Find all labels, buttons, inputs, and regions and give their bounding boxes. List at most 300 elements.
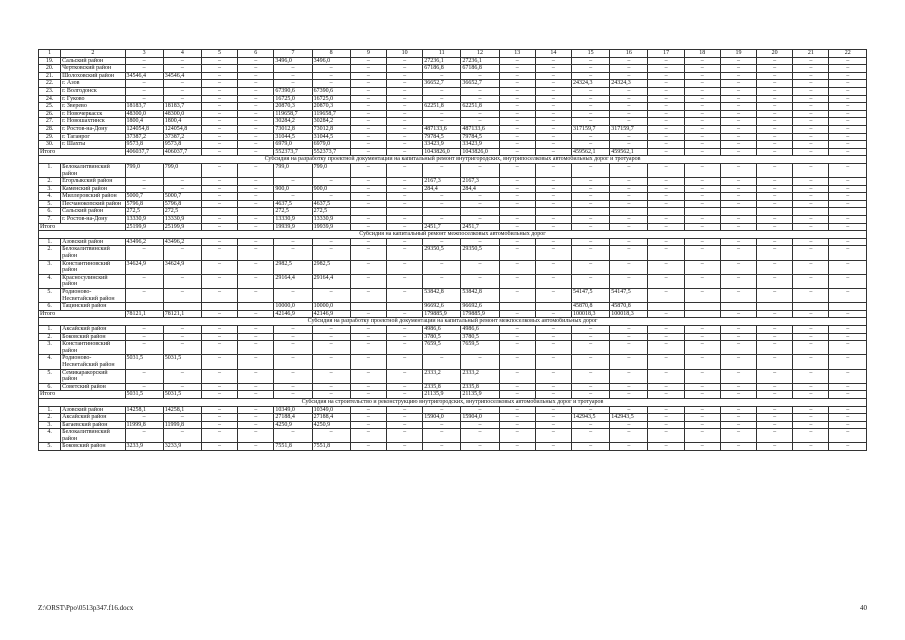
table-cell: – <box>572 141 610 149</box>
table-cell: – <box>201 65 237 73</box>
table-cell: – <box>610 118 648 126</box>
table-cell: – <box>720 65 756 73</box>
table-cell: – <box>386 369 422 383</box>
table-cell <box>386 303 422 311</box>
table-cell: – <box>350 118 386 126</box>
municipality-name: г. Ростов-на-Дону <box>61 216 125 224</box>
table-cell: – <box>793 216 829 224</box>
section-heading-row <box>39 318 867 326</box>
column-number-cell: 7 <box>274 50 312 58</box>
table-cell: – <box>499 200 535 208</box>
table-cell: 78121,1 <box>163 310 201 318</box>
table-cell: – <box>386 72 422 80</box>
table-cell: – <box>720 289 756 303</box>
table-cell: – <box>572 103 610 111</box>
table-cell: – <box>572 65 610 73</box>
table-cell: 799,0 <box>125 163 163 177</box>
table-cell: – <box>572 200 610 208</box>
table-cell: – <box>648 65 684 73</box>
table-cell: – <box>386 87 422 95</box>
table-cell: – <box>572 246 610 260</box>
table-cell: – <box>125 57 163 65</box>
table-cell: 5796,8 <box>163 200 201 208</box>
table-cell: – <box>720 391 756 399</box>
table-cell: – <box>125 80 163 88</box>
table-cell: – <box>757 95 793 103</box>
table-cell: – <box>125 333 163 341</box>
table-cell: 2335,8 <box>461 383 499 391</box>
table-row <box>39 57 867 65</box>
municipality-name: г. Ростов-на-Дону <box>61 125 125 133</box>
table-cell: – <box>829 95 867 103</box>
municipality-name: Азовский район <box>61 238 125 246</box>
table-cell: – <box>312 193 350 201</box>
table-cell: – <box>757 325 793 333</box>
table-cell: – <box>201 406 237 414</box>
table-cell: – <box>499 406 535 414</box>
table-row <box>39 72 867 80</box>
table-cell: 11999,8 <box>163 421 201 429</box>
table-cell: 27236,1 <box>423 57 461 65</box>
table-cell: – <box>793 421 829 429</box>
table-cell: – <box>350 57 386 65</box>
table-cell: – <box>535 274 571 288</box>
table-cell: 799,0 <box>163 163 201 177</box>
table-cell: 3496,0 <box>274 57 312 65</box>
table-cell: – <box>648 341 684 355</box>
table-cell: 900,0 <box>274 185 312 193</box>
table-cell: – <box>535 110 571 118</box>
table-cell: – <box>238 125 274 133</box>
table-cell: – <box>684 65 720 73</box>
table-cell: 78121,1 <box>125 310 163 318</box>
table-cell: – <box>163 274 201 288</box>
table-cell: – <box>572 133 610 141</box>
table-cell: – <box>648 238 684 246</box>
table-cell: – <box>386 274 422 288</box>
table-cell: – <box>423 193 461 201</box>
table-cell: – <box>793 414 829 422</box>
table-cell: 33423,9 <box>423 141 461 149</box>
table-cell: – <box>535 414 571 422</box>
table-cell: – <box>720 421 756 429</box>
table-cell: – <box>201 260 237 274</box>
table-cell: 4986,6 <box>461 325 499 333</box>
table-cell: 1800,4 <box>163 118 201 126</box>
table-cell: – <box>720 260 756 274</box>
table-cell: – <box>423 95 461 103</box>
table-cell: – <box>793 118 829 126</box>
table-cell <box>829 303 867 311</box>
table-cell: – <box>350 163 386 177</box>
table-cell: 119658,7 <box>312 110 350 118</box>
table-cell: – <box>201 200 237 208</box>
table-row <box>39 103 867 111</box>
table-cell: – <box>757 65 793 73</box>
row-number: 27. <box>39 118 61 126</box>
table-cell <box>386 208 422 216</box>
table-cell: – <box>757 429 793 443</box>
column-number-cell: 8 <box>312 50 350 58</box>
table-cell: 79784,5 <box>423 133 461 141</box>
table-cell: – <box>757 260 793 274</box>
row-number: 28. <box>39 125 61 133</box>
table-cell: 7551,8 <box>274 443 312 451</box>
table-cell: – <box>461 72 499 80</box>
table-row <box>39 110 867 118</box>
table-cell: – <box>201 95 237 103</box>
municipality-name: Родионово-Несветайский район <box>61 289 125 303</box>
table-cell: – <box>757 341 793 355</box>
table-cell: – <box>648 103 684 111</box>
row-number: 5. <box>39 200 61 208</box>
table-cell: – <box>829 369 867 383</box>
table-cell: – <box>499 141 535 149</box>
table-cell: 552373,7 <box>312 148 350 156</box>
table-row <box>39 125 867 133</box>
table-cell: – <box>535 163 571 177</box>
table-cell: – <box>610 341 648 355</box>
table-cell: – <box>684 185 720 193</box>
table-cell: – <box>684 125 720 133</box>
table-cell: – <box>423 72 461 80</box>
column-number-cell: 5 <box>201 50 237 58</box>
table-cell: – <box>684 414 720 422</box>
table-cell: – <box>648 391 684 399</box>
table-cell: – <box>793 238 829 246</box>
table-cell: – <box>238 72 274 80</box>
municipality-name: Каменский район <box>61 185 125 193</box>
table-cell: – <box>350 110 386 118</box>
table-cell: – <box>720 443 756 451</box>
table-cell: – <box>757 193 793 201</box>
table-cell: – <box>648 414 684 422</box>
table-cell: – <box>793 289 829 303</box>
table-cell: 21135,9 <box>461 391 499 399</box>
table-cell: – <box>386 178 422 186</box>
table-cell: – <box>793 80 829 88</box>
table-cell <box>648 208 684 216</box>
table-cell: – <box>757 148 793 156</box>
table-row <box>39 238 867 246</box>
table-cell: – <box>684 289 720 303</box>
table-cell: – <box>499 118 535 126</box>
column-number-row <box>39 50 867 58</box>
table-cell: 272,5 <box>125 208 163 216</box>
table-cell: – <box>535 333 571 341</box>
table-cell: – <box>572 238 610 246</box>
table-cell: – <box>720 341 756 355</box>
table-cell: – <box>163 65 201 73</box>
table-cell: – <box>720 325 756 333</box>
table-cell: – <box>350 421 386 429</box>
table-cell: – <box>610 193 648 201</box>
table-cell: – <box>163 246 201 260</box>
table-cell: – <box>720 95 756 103</box>
table-cell: – <box>572 223 610 231</box>
table-row <box>39 216 867 224</box>
table-cell: – <box>648 355 684 369</box>
table-row <box>39 141 867 149</box>
table-cell: – <box>720 369 756 383</box>
section-heading: Субсидия на строительство и реконструкцию внутригородских, внутрипоселковых автомобильных дорог и тротуаров <box>39 398 867 406</box>
table-cell: – <box>684 274 720 288</box>
table-cell: – <box>829 274 867 288</box>
table-cell: – <box>386 391 422 399</box>
table-cell: 100018,3 <box>572 310 610 318</box>
table-cell <box>201 303 237 311</box>
table-cell: – <box>350 141 386 149</box>
table-cell: – <box>125 274 163 288</box>
table-cell: – <box>238 369 274 383</box>
table-cell: 5000,7 <box>163 193 201 201</box>
table-cell: – <box>350 260 386 274</box>
table-cell: – <box>238 193 274 201</box>
row-number: 6. <box>39 383 61 391</box>
row-number: 6. <box>39 303 61 311</box>
table-cell: 48300,0 <box>163 110 201 118</box>
table-cell: – <box>535 148 571 156</box>
table-cell: – <box>499 148 535 156</box>
section-heading: Субсидия на разработку проектной документации на капитальный ремонт межпоселковых автомобильных дорог <box>39 318 867 326</box>
table-cell: 13330,9 <box>274 216 312 224</box>
table-cell: – <box>499 87 535 95</box>
table-cell: – <box>572 443 610 451</box>
table-cell: – <box>350 238 386 246</box>
table-cell: 3233,9 <box>163 443 201 451</box>
table-cell: – <box>499 421 535 429</box>
table-cell: – <box>125 325 163 333</box>
table-cell: 18183,7 <box>125 103 163 111</box>
table-cell: 73012,8 <box>312 125 350 133</box>
table-cell: – <box>125 383 163 391</box>
table-cell: 67390,6 <box>274 87 312 95</box>
table-cell: – <box>535 310 571 318</box>
table-cell: – <box>386 310 422 318</box>
table-cell: – <box>386 260 422 274</box>
section-heading-row <box>39 156 867 164</box>
table-cell: – <box>757 185 793 193</box>
table-cell: 13330,9 <box>163 216 201 224</box>
table-cell: – <box>499 223 535 231</box>
table-cell: – <box>274 355 312 369</box>
table-cell: 43496,2 <box>163 238 201 246</box>
table-cell: 5000,7 <box>125 193 163 201</box>
table-cell: – <box>829 414 867 422</box>
table-row <box>39 133 867 141</box>
table-cell: – <box>610 163 648 177</box>
table-cell: – <box>238 274 274 288</box>
table-cell: 25199,9 <box>125 223 163 231</box>
row-number: 4. <box>39 193 61 201</box>
table-cell: – <box>238 289 274 303</box>
table-cell: – <box>720 148 756 156</box>
table-cell: – <box>829 65 867 73</box>
table-cell: 2167,3 <box>461 178 499 186</box>
table-cell: – <box>535 95 571 103</box>
total-label: Итого <box>39 310 126 318</box>
table-row <box>39 341 867 355</box>
table-cell <box>125 303 163 311</box>
table-cell: – <box>461 429 499 443</box>
row-number: 3. <box>39 421 61 429</box>
table-cell: 29350,5 <box>423 246 461 260</box>
table-cell: – <box>201 87 237 95</box>
column-number-cell: 3 <box>125 50 163 58</box>
table-cell: – <box>572 163 610 177</box>
table-cell: – <box>535 429 571 443</box>
table-cell: – <box>201 148 237 156</box>
table-cell: – <box>793 355 829 369</box>
table-cell: – <box>423 443 461 451</box>
row-number: 29. <box>39 133 61 141</box>
table-cell: – <box>386 238 422 246</box>
table-cell: – <box>757 72 793 80</box>
table-cell: 21135,9 <box>423 391 461 399</box>
table-cell: – <box>610 185 648 193</box>
table-cell: 42146,9 <box>312 310 350 318</box>
table-cell <box>610 208 648 216</box>
column-number-cell: 20 <box>757 50 793 58</box>
table-row <box>39 383 867 391</box>
table-cell: – <box>350 193 386 201</box>
table-cell: 4637,5 <box>312 200 350 208</box>
table-cell: – <box>274 429 312 443</box>
table-cell: – <box>535 406 571 414</box>
table-cell: – <box>610 443 648 451</box>
table-cell: 67186,8 <box>423 65 461 73</box>
table-cell: – <box>238 200 274 208</box>
table-cell: 3233,9 <box>125 443 163 451</box>
table-cell: – <box>793 223 829 231</box>
row-number: 26. <box>39 110 61 118</box>
table-cell: 34546,4 <box>163 72 201 80</box>
table-cell: – <box>572 325 610 333</box>
municipality-name: г. Новошахтинск <box>61 118 125 126</box>
table-cell: – <box>386 406 422 414</box>
table-cell: – <box>829 193 867 201</box>
table-cell: – <box>238 406 274 414</box>
table-cell: – <box>274 238 312 246</box>
table-cell <box>720 208 756 216</box>
table-cell: – <box>423 216 461 224</box>
table-cell: – <box>829 333 867 341</box>
table-cell: – <box>757 200 793 208</box>
column-number-cell: 17 <box>648 50 684 58</box>
table-cell: – <box>201 289 237 303</box>
table-cell: – <box>423 429 461 443</box>
table-row <box>39 185 867 193</box>
table-cell: – <box>238 178 274 186</box>
table-cell: – <box>720 355 756 369</box>
table-cell: – <box>386 325 422 333</box>
table-cell: – <box>238 65 274 73</box>
table-cell: 43496,2 <box>125 238 163 246</box>
table-cell: – <box>386 289 422 303</box>
table-cell: – <box>461 87 499 95</box>
column-number-cell: 13 <box>499 50 535 58</box>
municipality-name: Советский район <box>61 383 125 391</box>
table-cell: – <box>793 193 829 201</box>
table-cell: – <box>793 260 829 274</box>
table-cell: – <box>423 355 461 369</box>
table-cell: – <box>829 383 867 391</box>
table-cell: – <box>163 289 201 303</box>
row-number: 3. <box>39 260 61 274</box>
table-cell: – <box>829 80 867 88</box>
table-cell: – <box>684 141 720 149</box>
table-cell: – <box>499 289 535 303</box>
table-cell: – <box>829 260 867 274</box>
table-cell: – <box>793 163 829 177</box>
table-cell: 119658,7 <box>274 110 312 118</box>
table-cell: – <box>499 443 535 451</box>
municipality-name: Боковский район <box>61 333 125 341</box>
table-cell: – <box>312 72 350 80</box>
table-cell: – <box>829 216 867 224</box>
table-row <box>39 369 867 383</box>
table-cell: – <box>610 406 648 414</box>
table-cell: – <box>648 95 684 103</box>
section-heading: Субсидия на капитальный ремонт межпоселковых автомобильных дорог <box>39 231 867 239</box>
municipality-name: Константиновский район <box>61 260 125 274</box>
column-number-cell: 15 <box>572 50 610 58</box>
table-cell: – <box>201 103 237 111</box>
table-cell: – <box>610 260 648 274</box>
table-cell: – <box>793 178 829 186</box>
table-cell: – <box>757 383 793 391</box>
table-cell <box>757 208 793 216</box>
table-cell: – <box>423 238 461 246</box>
table-cell: – <box>684 369 720 383</box>
table-cell: – <box>312 289 350 303</box>
table-cell: – <box>461 193 499 201</box>
table-cell: – <box>535 65 571 73</box>
table-cell: – <box>238 118 274 126</box>
table-cell: – <box>274 369 312 383</box>
table-cell: 24324,3 <box>610 80 648 88</box>
table-cell: – <box>720 333 756 341</box>
table-cell: – <box>684 216 720 224</box>
table-cell: – <box>793 133 829 141</box>
table-cell: – <box>720 238 756 246</box>
table-cell: – <box>648 148 684 156</box>
table-cell: – <box>499 238 535 246</box>
table-cell <box>499 208 535 216</box>
table-cell <box>350 208 386 216</box>
table-row <box>39 87 867 95</box>
table-cell: 2167,3 <box>423 178 461 186</box>
table-cell: 18183,7 <box>163 103 201 111</box>
table-cell: – <box>720 103 756 111</box>
table-cell: – <box>201 369 237 383</box>
table-cell: – <box>274 341 312 355</box>
table-cell: 2333,2 <box>461 369 499 383</box>
table-cell: 67390,6 <box>312 87 350 95</box>
table-cell: – <box>386 223 422 231</box>
table-cell: – <box>793 72 829 80</box>
table-cell: – <box>720 141 756 149</box>
table-cell: – <box>757 87 793 95</box>
table-cell: – <box>535 72 571 80</box>
table-cell: – <box>793 406 829 414</box>
table-cell: – <box>238 429 274 443</box>
table-cell: – <box>461 443 499 451</box>
table-cell: 13330,9 <box>125 216 163 224</box>
table-cell: – <box>829 289 867 303</box>
municipality-name: Боковский район <box>61 443 125 451</box>
table-cell: 16725,0 <box>312 95 350 103</box>
